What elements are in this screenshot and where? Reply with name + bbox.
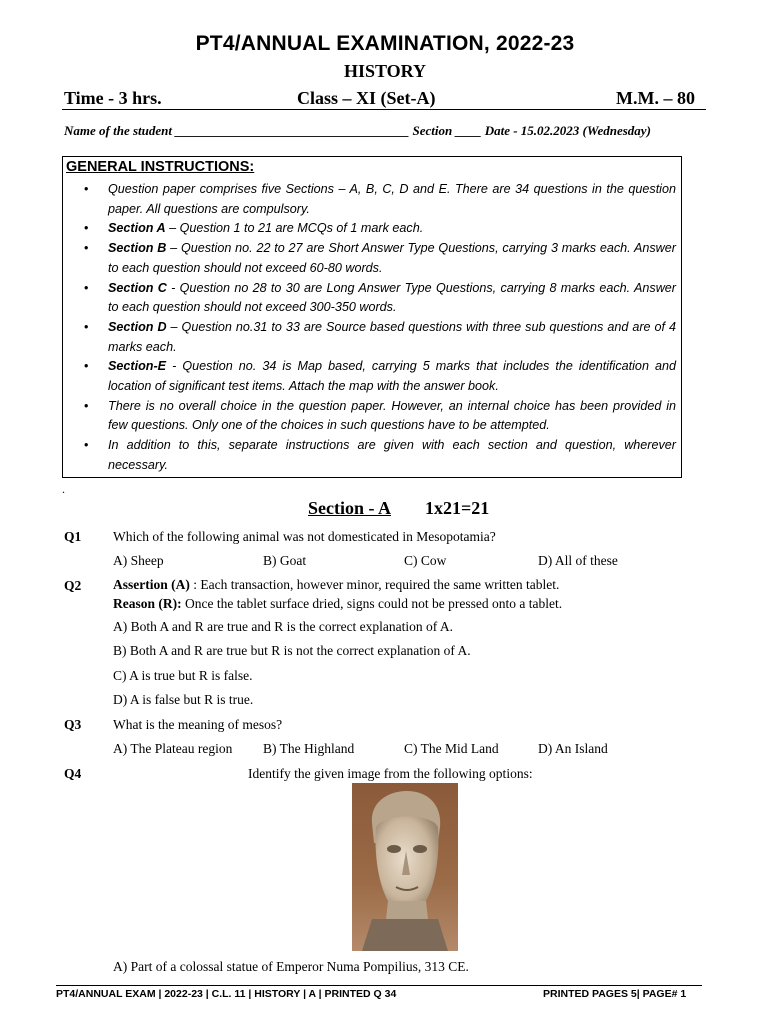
bullet-icon: • (84, 319, 89, 334)
question-number: Q1 (64, 529, 82, 544)
reason-text: Once the tablet surface dried, signs could not be pressed onto a tablet. (181, 596, 563, 611)
assertion-reason-block (113, 575, 698, 613)
section-title: Section - A (308, 498, 391, 518)
bullet-icon: • (84, 182, 89, 196)
footer-left: PT4/ANNUAL EXAM | 2022-23 | C.L. 11 | HISTORY | A | PRINTED Q 34 (56, 988, 397, 1000)
max-marks-label: M.M. – 80 (616, 88, 695, 108)
instruction-text: Question paper comprises five Sections – A, B, C, D and E. There are 34 questions in the question paper. All questions are compulsory. (108, 182, 676, 216)
question-number: Q4 (64, 766, 82, 781)
option-d: D) A is false but R is true. (113, 692, 254, 707)
option-a: A) Part of a colossal statue of Emperor Numa Pompilius, 313 CE. (113, 959, 469, 974)
option-c: C) Cow (404, 553, 447, 568)
option-b: B) Goat (263, 553, 307, 568)
instructions-list (70, 180, 676, 476)
instruction-text: – Question no.31 to 33 are Source based questions with three sub questions and are of 4 marks each. (108, 319, 676, 354)
section-marks: 1x21=21 (425, 498, 490, 518)
bullet-icon: • (84, 280, 89, 295)
question-number: Q3 (64, 717, 82, 732)
instruction-text: - Question no 28 to 30 are Long Answer Type Questions, carrying 8 marks each. Answer to each question should not exceed 300-350 words. (108, 280, 676, 315)
option-c: C) The Mid Land (404, 741, 499, 756)
instruction-item (70, 318, 676, 357)
instruction-item (70, 279, 676, 318)
bullet-icon: • (84, 221, 89, 236)
footer-divider (56, 985, 702, 986)
assertion-label: Assertion (A) (113, 577, 190, 592)
bullet-icon: • (84, 359, 89, 374)
instruction-item (70, 357, 676, 396)
instruction-bold: Section C (108, 280, 167, 295)
instruction-bold: Section A (108, 221, 166, 236)
instruction-item (70, 180, 676, 219)
option-d: D) An Island (538, 741, 608, 756)
header-divider (62, 109, 706, 110)
option-c: C) A is true but R is false. (113, 668, 253, 683)
instruction-text: - Question no. 34 is Map based, carrying 5 marks that includes the identification and location of significant test items. Attach the map with the answer book. (108, 359, 676, 394)
subject-title: HISTORY (343, 61, 427, 81)
instruction-bold: Section B (108, 241, 167, 256)
question-text: Identify the given image from the following options: (248, 766, 533, 781)
bullet-icon: • (84, 241, 89, 256)
instruction-text: There is no overall choice in the question paper. However, an internal choice has been provided in few questions. Only one of the choices in such questions have to be attempted. (108, 398, 676, 433)
instruction-item (70, 219, 676, 239)
instruction-text: – Question 1 to 21 are MCQs of 1 mark each. (165, 221, 424, 236)
option-d: D) All of these (538, 553, 618, 568)
instruction-bold: Section D (108, 319, 167, 334)
instruction-bold: Section-E (108, 359, 167, 374)
option-a: A) The Plateau region (113, 741, 233, 756)
exam-title: PT4/ANNUAL EXAMINATION, 2022-23 (195, 32, 575, 55)
instruction-item (70, 436, 676, 475)
option-a: A) Sheep (113, 553, 164, 568)
question-number: Q2 (64, 578, 82, 593)
instruction-item (70, 239, 676, 278)
question-text: What is the meaning of mesos? (113, 717, 283, 732)
assertion-text: : Each transaction, however minor, required the same written tablet. (189, 577, 560, 592)
option-a: A) Both A and R are true and R is the correct explanation of A. (113, 619, 454, 634)
stray-mark: . (62, 482, 65, 496)
instruction-item (70, 397, 676, 436)
option-b: B) The Highland (263, 741, 355, 756)
bullet-icon: • (84, 398, 89, 413)
bullet-icon: • (84, 438, 89, 453)
statue-head-image (352, 783, 458, 951)
student-name-line: Name of the student ____________________________________ Section ____ Date - 15.02.2023 (Wednesday) (64, 123, 651, 138)
question-text: Which of the following animal was not domesticated in Mesopotamia? (113, 529, 496, 544)
footer-right: PRINTED PAGES 5| PAGE# 1 (543, 988, 687, 1000)
class-label: Class – XI (Set-A) (297, 88, 436, 108)
instruction-text: – Question no. 22 to 27 are Short Answer Type Questions, carrying 3 marks each. Answer to each question should not exceed 60-80 words. (108, 241, 676, 275)
option-b: B) Both A and R are true but R is not the correct explanation of A. (113, 643, 471, 658)
instructions-heading: GENERAL INSTRUCTIONS: (66, 159, 255, 175)
instruction-text: In addition to this, separate instructions are given with each section and question, wherever necessary. (108, 438, 676, 472)
time-label: Time - 3 hrs. (64, 88, 162, 108)
reason-label: Reason (R): (113, 596, 182, 611)
